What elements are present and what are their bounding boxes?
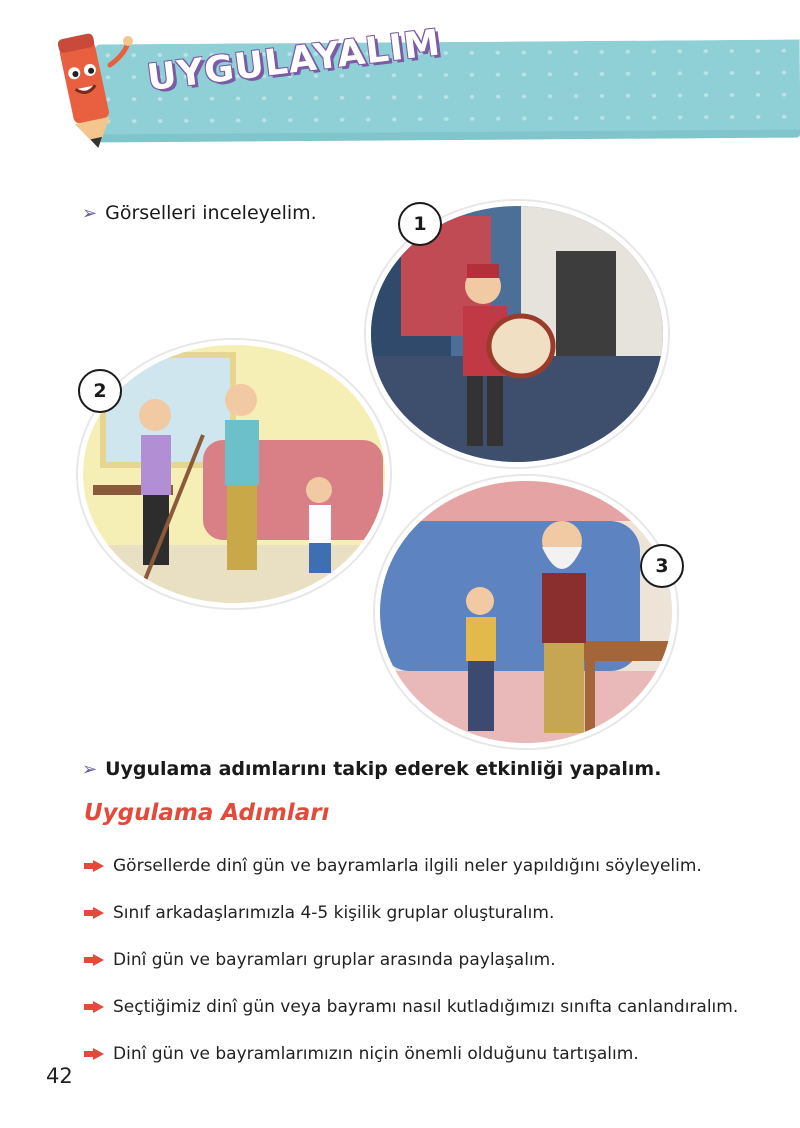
instruction-observe [82, 202, 317, 224]
arrow-bullet-icon [84, 1001, 104, 1013]
step-text: Dinî gün ve bayramlarımızın niçin önemli olduğunu tartışalım. [113, 1043, 639, 1064]
picture-number-3: 3 [640, 544, 684, 588]
step-text: Seçtiğimiz dinî gün veya bayramı nasıl kutladığımızı sınıfta canlandıralım. [113, 996, 739, 1017]
step-text: Dinî gün ve bayramları gruplar arasında paylaşalım. [113, 949, 556, 970]
page-number: 42 [46, 1064, 73, 1088]
arrow-icon: ➢ [82, 202, 98, 224]
picture-3-hand-kissing [375, 476, 677, 748]
family-cleaning-illustration [83, 345, 385, 603]
step-text: Sınıf arkadaşlarımızla 4-5 kişilik gruplar oluşturalım. [113, 902, 555, 923]
picture-number-2: 2 [78, 369, 122, 413]
hand-kissing-illustration [380, 481, 672, 743]
arrow-bullet-icon [84, 954, 104, 966]
step-item [84, 1030, 738, 1077]
banner-title: UYGULAYALIM [145, 22, 443, 99]
step-item [84, 936, 738, 983]
pencil-mascot-icon [40, 25, 135, 155]
section-title: Uygulama Adımları [84, 800, 330, 826]
step-item [84, 889, 738, 936]
instruction-text: Görselleri inceleyelim. [105, 202, 317, 224]
arrow-bullet-icon [84, 907, 104, 919]
picture-2-family [78, 340, 390, 608]
instruction-text: Uygulama adımlarını takip ederek etkinliği yapalım. [105, 758, 662, 780]
arrow-icon: ➢ [82, 758, 98, 780]
arrow-bullet-icon [84, 860, 104, 872]
step-item [84, 983, 738, 1030]
instruction-follow-steps [82, 758, 661, 780]
step-item [84, 842, 738, 889]
arrow-bullet-icon [84, 1048, 104, 1060]
step-text: Görsellerde dinî gün ve bayramlarla ilgili neler yapıldığını söyleyelim. [113, 855, 702, 876]
picture-number-1: 1 [398, 202, 442, 246]
steps-list [84, 842, 738, 1077]
